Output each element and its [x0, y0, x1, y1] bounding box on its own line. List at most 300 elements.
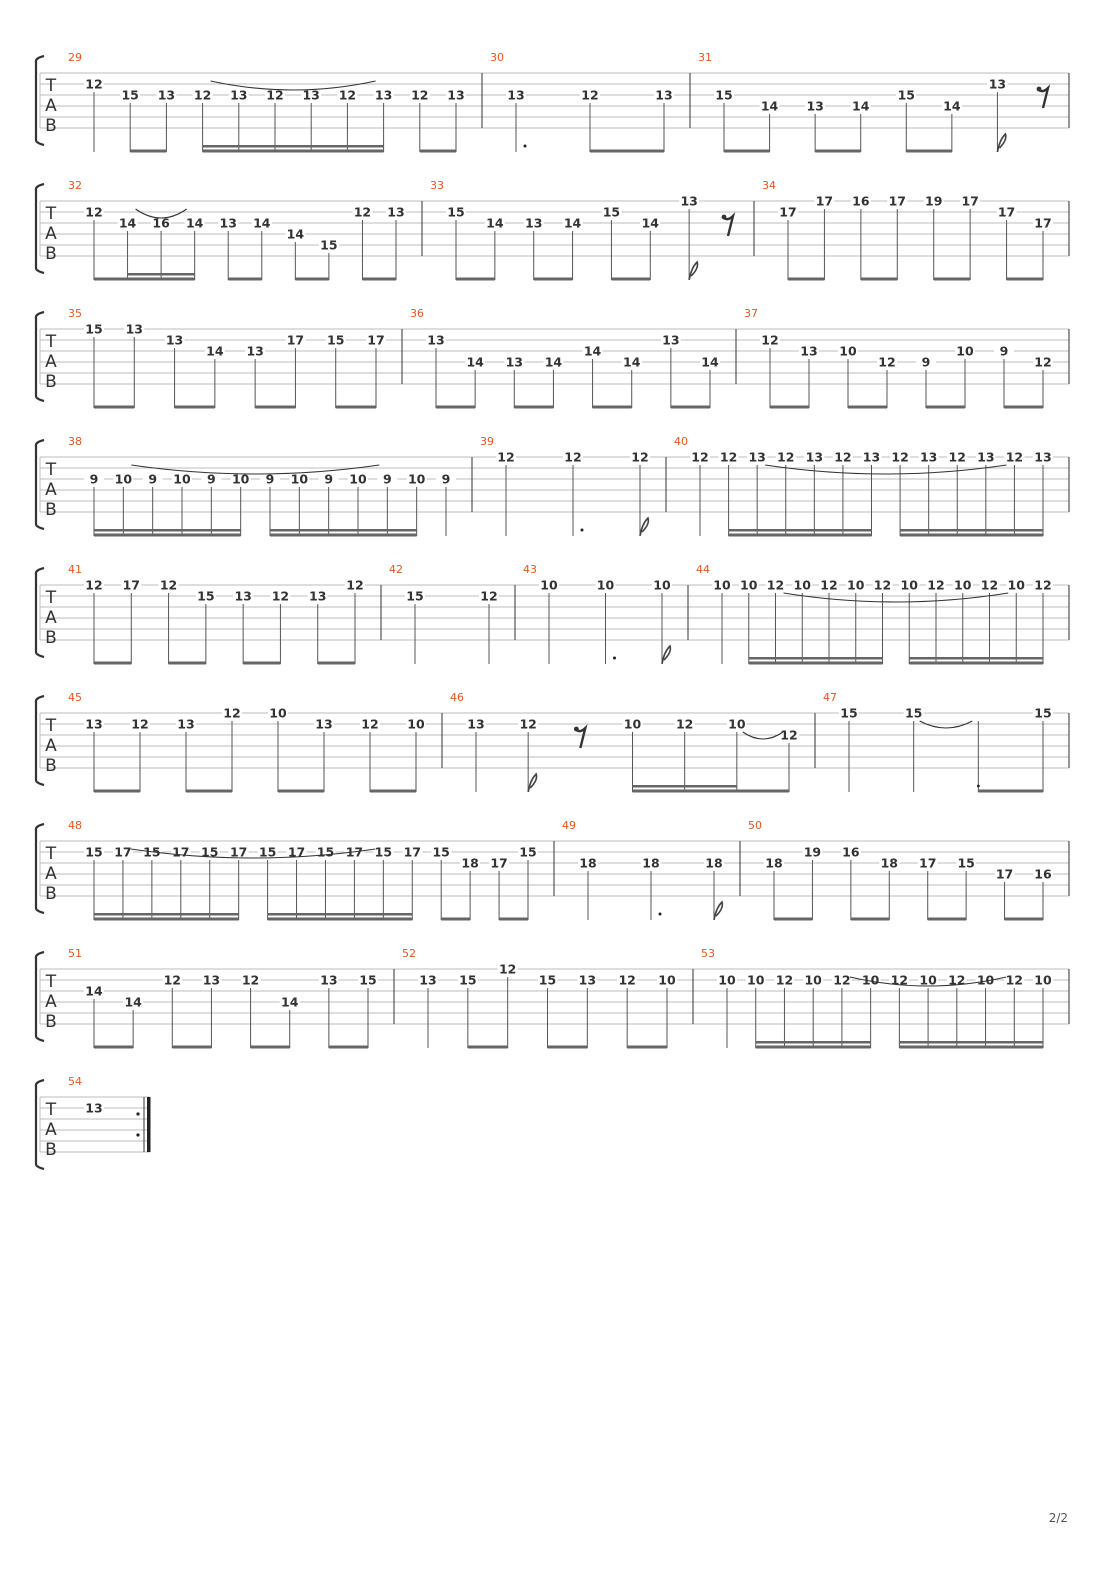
beam — [94, 406, 134, 409]
fret-number: 19 — [925, 193, 943, 209]
fret-number: 13 — [419, 972, 437, 988]
fret-number: 12 — [85, 577, 103, 593]
tab-system — [36, 51, 1069, 153]
fret-number: 10 — [713, 577, 731, 593]
beam — [934, 278, 970, 281]
fret-number: 13 — [315, 716, 333, 732]
beam-secondary — [749, 657, 883, 660]
fret-number: 14 — [583, 343, 602, 359]
measure-number: 35 — [68, 307, 82, 320]
beam-secondary — [128, 273, 195, 276]
beam — [318, 662, 355, 665]
tab-clef-letter: T — [45, 460, 57, 480]
tab-clef-letter: A — [45, 736, 57, 756]
fret-number: 17 — [995, 866, 1014, 882]
fret-number: 12 — [159, 577, 178, 593]
fret-number: 17 — [815, 193, 834, 209]
fret-number: 13 — [374, 87, 393, 103]
fret-number: 13 — [662, 332, 680, 348]
fret-number: 14 — [544, 354, 563, 370]
fret-number: 18 — [579, 855, 597, 871]
fret-number: 9 — [89, 471, 99, 487]
fret-number: 10 — [540, 577, 558, 593]
fret-number: 9 — [265, 471, 275, 487]
tab-clef-letter: A — [45, 480, 57, 500]
fret-number: 12 — [564, 449, 582, 465]
fret-number: 12 — [497, 449, 515, 465]
beam — [94, 662, 131, 665]
fret-number: 10 — [954, 577, 972, 593]
fret-number: 14 — [206, 343, 224, 359]
fret-number: 15 — [406, 588, 424, 604]
fret-number: 12 — [1005, 972, 1023, 988]
fret-number: 12 — [131, 716, 149, 732]
fret-number: 15 — [359, 972, 377, 988]
beam — [978, 790, 1043, 793]
tab-clef-letter: T — [45, 588, 57, 608]
fret-number: 17 — [367, 332, 385, 348]
fret-number: 10 — [740, 577, 758, 593]
fret-number: 12 — [338, 87, 357, 103]
beam — [336, 406, 376, 409]
fret-number: 14 — [124, 994, 142, 1010]
beam — [268, 918, 413, 921]
measure-number: 36 — [410, 307, 424, 320]
measure-number: 40 — [674, 435, 688, 448]
fret-number: 17 — [287, 844, 306, 860]
beam — [94, 790, 140, 793]
fret-number: 10 — [1007, 577, 1025, 593]
fret-number: 12 — [411, 87, 429, 103]
fret-number: 12 — [480, 588, 498, 604]
fret-number: 13 — [862, 449, 881, 465]
beam — [906, 150, 952, 153]
measure-number: 47 — [823, 691, 837, 704]
fret-number: 12 — [361, 716, 379, 732]
beam — [329, 1046, 368, 1049]
beam — [441, 918, 470, 921]
fret-number: 17 — [345, 844, 364, 860]
fret-number: 13 — [234, 588, 252, 604]
fret-number: 13 — [806, 98, 824, 114]
fret-number: 10 — [407, 716, 425, 732]
fret-number: 14 — [253, 215, 271, 231]
fret-number: 13 — [525, 215, 543, 231]
page-number: 2/2 — [1048, 1511, 1068, 1525]
fret-number: 14 — [641, 215, 659, 231]
tab-system — [36, 947, 1069, 1049]
fret-number: 10 — [623, 716, 642, 732]
repeat-dot — [136, 1133, 139, 1136]
tab-system — [36, 1075, 151, 1169]
fret-number: 13 — [125, 321, 143, 337]
beam — [848, 406, 887, 409]
fret-number: 13 — [447, 87, 465, 103]
fret-number: 17 — [490, 855, 508, 871]
fret-number: 13 — [919, 449, 938, 465]
beam — [749, 662, 883, 665]
measure-number: 43 — [523, 563, 537, 576]
measure-number: 38 — [68, 435, 82, 448]
fret-number: 10 — [596, 577, 615, 593]
tab-clef-letter: B — [45, 1012, 57, 1032]
tab-system — [36, 563, 1069, 665]
beam — [861, 278, 897, 281]
beam — [1004, 406, 1043, 409]
beam-secondary — [633, 785, 737, 788]
fret-number: 14 — [85, 983, 103, 999]
fret-number: 10 — [976, 972, 995, 988]
fret-number: 12 — [241, 972, 260, 988]
fret-number: 10 — [1034, 972, 1052, 988]
fret-number: 13 — [748, 449, 766, 465]
fret-number: 15 — [904, 705, 923, 721]
measure-number: 49 — [562, 819, 576, 832]
beam — [724, 150, 770, 153]
fret-number: 15 — [538, 972, 557, 988]
tab-clef-letter: B — [45, 1140, 57, 1160]
beam — [788, 278, 824, 281]
beam — [534, 278, 573, 281]
beam — [729, 534, 872, 537]
fret-number: 13 — [302, 87, 320, 103]
beam — [94, 918, 239, 921]
fret-number: 17 — [172, 844, 190, 860]
fret-number: 13 — [988, 76, 1007, 92]
eighth-flag-icon — [640, 518, 648, 536]
beam — [186, 790, 232, 793]
fret-number: 9 — [382, 471, 392, 487]
fret-number: 10 — [847, 577, 865, 593]
fret-number: 14 — [563, 215, 582, 231]
fret-number: 15 — [374, 844, 393, 860]
fret-number: 15 — [197, 588, 215, 604]
measure-number: 45 — [68, 691, 82, 704]
tab-system — [36, 435, 1069, 537]
eighth-rest-icon — [724, 216, 733, 236]
fret-number: 15 — [459, 972, 477, 988]
measure-number: 34 — [762, 179, 776, 192]
fret-number: 10 — [290, 471, 309, 487]
beam — [851, 918, 889, 921]
measure-number: 33 — [430, 179, 444, 192]
tab-clef-letter: A — [45, 864, 57, 884]
tab-clef-letter: B — [45, 756, 57, 776]
fret-number: 15 — [957, 855, 975, 871]
fret-number: 12 — [85, 76, 103, 92]
fret-number: 14 — [852, 98, 870, 114]
fret-number: 13 — [320, 972, 338, 988]
fret-number: 14 — [185, 215, 204, 231]
beam — [295, 278, 329, 281]
beam — [899, 1046, 1043, 1049]
beam — [633, 790, 790, 793]
tab-clef-letter: T — [45, 1100, 57, 1120]
slur — [131, 849, 375, 858]
tab-clef-letter: T — [45, 972, 57, 992]
tab-clef-letter: A — [45, 992, 57, 1012]
fret-number: 14 — [760, 98, 779, 114]
measure-number: 29 — [68, 51, 82, 64]
fret-number: 12 — [266, 87, 284, 103]
fret-number: 12 — [780, 727, 798, 743]
fret-number: 10 — [956, 343, 974, 359]
fret-number: 12 — [581, 87, 599, 103]
fret-number: 10 — [269, 705, 287, 721]
fret-number: 15 — [316, 844, 335, 860]
fret-number: 13 — [202, 972, 221, 988]
duration-dot — [524, 145, 527, 148]
beam — [94, 534, 241, 537]
tab-clef-letter: T — [45, 844, 57, 864]
beam — [228, 278, 262, 281]
fret-number: 17 — [122, 577, 140, 593]
fret-number: 15 — [258, 844, 277, 860]
tab-clef-letter: B — [45, 372, 57, 392]
tab-clef-letter: A — [45, 608, 57, 628]
repeat-dot — [136, 1112, 139, 1115]
fret-number: 13 — [246, 343, 264, 359]
fret-number: 13 — [219, 215, 237, 231]
fret-number: 15 — [85, 321, 103, 337]
beam — [175, 406, 215, 409]
fret-number: 13 — [977, 449, 995, 465]
beam — [251, 1046, 290, 1049]
tab-clef-letter: A — [45, 224, 57, 244]
tab-clef-letter: T — [45, 76, 57, 96]
fret-number: 12 — [873, 577, 892, 593]
fret-number: 10 — [728, 716, 746, 732]
fret-number: 13 — [157, 87, 176, 103]
fret-number: 16 — [1034, 866, 1052, 882]
tab-clef-letter: T — [45, 332, 57, 352]
fret-number: 14 — [701, 354, 719, 370]
beam — [590, 150, 664, 153]
beam — [928, 918, 966, 921]
measure-number: 42 — [389, 563, 403, 576]
fret-number: 12 — [980, 577, 999, 593]
beam — [1005, 918, 1043, 921]
beam — [756, 1046, 871, 1049]
measure-number: 54 — [68, 1075, 82, 1088]
beam-secondary — [203, 145, 384, 148]
fret-number: 10 — [919, 972, 937, 988]
fret-number: 13 — [387, 204, 405, 220]
beam — [94, 1046, 133, 1049]
fret-number: 10 — [114, 471, 133, 487]
fret-number: 12 — [948, 449, 966, 465]
fret-number: 12 — [271, 588, 290, 604]
measure-number: 41 — [68, 563, 82, 576]
fret-number: 12 — [163, 972, 181, 988]
fret-number: 12 — [834, 449, 852, 465]
beam — [611, 278, 650, 281]
fret-number: 15 — [143, 844, 161, 860]
fret-number: 15 — [432, 844, 450, 860]
beam-secondary — [900, 529, 1043, 532]
beam — [900, 534, 1043, 537]
fret-number: 9 — [441, 471, 451, 487]
fret-number: 13 — [655, 87, 673, 103]
fret-number: 17 — [997, 204, 1016, 220]
eighth-rest-icon — [1039, 88, 1048, 108]
eighth-rest-dot — [722, 215, 727, 220]
beam-secondary — [270, 529, 417, 532]
fret-number: 10 — [861, 972, 880, 988]
fret-number: 13 — [1034, 449, 1052, 465]
eighth-rest-dot — [574, 727, 579, 732]
beam — [94, 278, 195, 281]
fret-number: 12 — [833, 972, 851, 988]
beam — [593, 406, 632, 409]
duration-dot — [977, 785, 980, 788]
fret-number: 18 — [880, 855, 898, 871]
fret-number: 12 — [775, 972, 794, 988]
beam — [770, 406, 809, 409]
measure-number: 44 — [696, 563, 710, 576]
tab-system — [36, 179, 1069, 281]
fret-number: 14 — [286, 226, 305, 242]
measure-number: 50 — [748, 819, 762, 832]
fret-number: 18 — [705, 855, 723, 871]
fret-number: 15 — [1034, 705, 1052, 721]
tab-clef-letter: T — [45, 716, 57, 736]
measure-number: 39 — [480, 435, 494, 448]
eighth-flag-icon — [714, 902, 722, 920]
measure-number: 31 — [698, 51, 712, 64]
fret-number: 15 — [320, 237, 338, 253]
beam — [456, 278, 495, 281]
fret-number: 12 — [346, 577, 364, 593]
fret-number: 13 — [85, 1100, 103, 1116]
beam-secondary — [909, 657, 1043, 660]
fret-number: 12 — [85, 204, 103, 220]
beam — [169, 662, 206, 665]
fret-number: 12 — [766, 577, 785, 593]
fret-number: 12 — [1005, 449, 1024, 465]
tab-system — [36, 819, 1069, 921]
fret-number: 17 — [403, 844, 421, 860]
fret-number: 10 — [407, 471, 426, 487]
eighth-rest-dot — [1037, 87, 1042, 92]
fret-number: 12 — [777, 449, 795, 465]
fret-number: 15 — [447, 204, 465, 220]
beam-secondary — [268, 913, 413, 916]
fret-number: 15 — [327, 332, 345, 348]
measure-number: 52 — [402, 947, 416, 960]
fret-number: 13 — [680, 193, 698, 209]
fret-number: 10 — [793, 577, 811, 593]
fret-number: 13 — [85, 716, 103, 732]
fret-number: 14 — [281, 994, 299, 1010]
fret-number: 12 — [498, 961, 517, 977]
beam — [1007, 278, 1043, 281]
fret-number: 12 — [761, 332, 779, 348]
beam-secondary — [729, 529, 872, 532]
fret-number: 18 — [765, 855, 783, 871]
beam — [362, 278, 396, 281]
fret-number: 17 — [229, 844, 248, 860]
fret-number: 19 — [803, 844, 822, 860]
duration-dot — [581, 529, 584, 532]
fret-number: 10 — [718, 972, 736, 988]
beam — [548, 1046, 588, 1049]
beam-secondary — [94, 913, 239, 916]
beam — [203, 150, 384, 153]
measure-number: 32 — [68, 179, 82, 192]
beam — [420, 150, 456, 153]
fret-number: 9 — [921, 354, 931, 370]
fret-number: 15 — [602, 204, 621, 220]
fret-number: 12 — [890, 972, 909, 988]
tab-system — [36, 691, 1069, 793]
fret-number: 12 — [631, 449, 649, 465]
fret-number: 9 — [324, 471, 334, 487]
fret-number: 12 — [353, 204, 372, 220]
fret-number: 13 — [309, 588, 327, 604]
slur — [784, 593, 1009, 602]
fret-number: 13 — [507, 87, 525, 103]
fret-number: 13 — [177, 716, 195, 732]
fret-number: 17 — [779, 204, 797, 220]
measure-number: 30 — [490, 51, 504, 64]
fret-number: 12 — [223, 705, 241, 721]
slur — [131, 465, 379, 474]
beam — [926, 406, 965, 409]
measure-number: 48 — [68, 819, 82, 832]
fret-number: 15 — [897, 87, 915, 103]
fret-number: 17 — [114, 844, 132, 860]
fret-number: 10 — [658, 972, 676, 988]
duration-dot — [613, 657, 616, 660]
fret-number: 17 — [888, 193, 906, 209]
fret-number: 13 — [427, 332, 445, 348]
beam — [255, 406, 295, 409]
fret-number: 17 — [961, 193, 979, 209]
fret-number: 16 — [852, 193, 870, 209]
fret-number: 13 — [800, 343, 818, 359]
fret-number: 12 — [691, 449, 709, 465]
fret-number: 15 — [85, 844, 103, 860]
eighth-flag-icon — [662, 646, 670, 664]
fret-number: 10 — [231, 471, 250, 487]
fret-number: 13 — [505, 354, 523, 370]
beam — [370, 790, 416, 793]
beam-secondary — [899, 1041, 1043, 1044]
fret-number: 12 — [675, 716, 694, 732]
fret-number: 12 — [891, 449, 909, 465]
eighth-flag-icon — [689, 262, 697, 280]
tab-clef-letter: A — [45, 1120, 57, 1140]
fret-number: 12 — [948, 972, 966, 988]
beam — [278, 790, 324, 793]
fret-number: 10 — [804, 972, 822, 988]
fret-number: 14 — [486, 215, 504, 231]
beam — [514, 406, 553, 409]
eighth-flag-icon — [528, 774, 536, 792]
fret-number: 16 — [152, 215, 170, 231]
tab-clef-letter: A — [45, 96, 57, 116]
beam — [499, 918, 528, 921]
beam — [909, 662, 1043, 665]
fret-number: 12 — [878, 354, 896, 370]
fret-number: 9 — [999, 343, 1009, 359]
beam — [130, 150, 166, 153]
beam-secondary — [756, 1041, 871, 1044]
fret-number: 10 — [653, 577, 671, 593]
fret-number: 15 — [715, 87, 733, 103]
tab-clef-letter: A — [45, 352, 57, 372]
